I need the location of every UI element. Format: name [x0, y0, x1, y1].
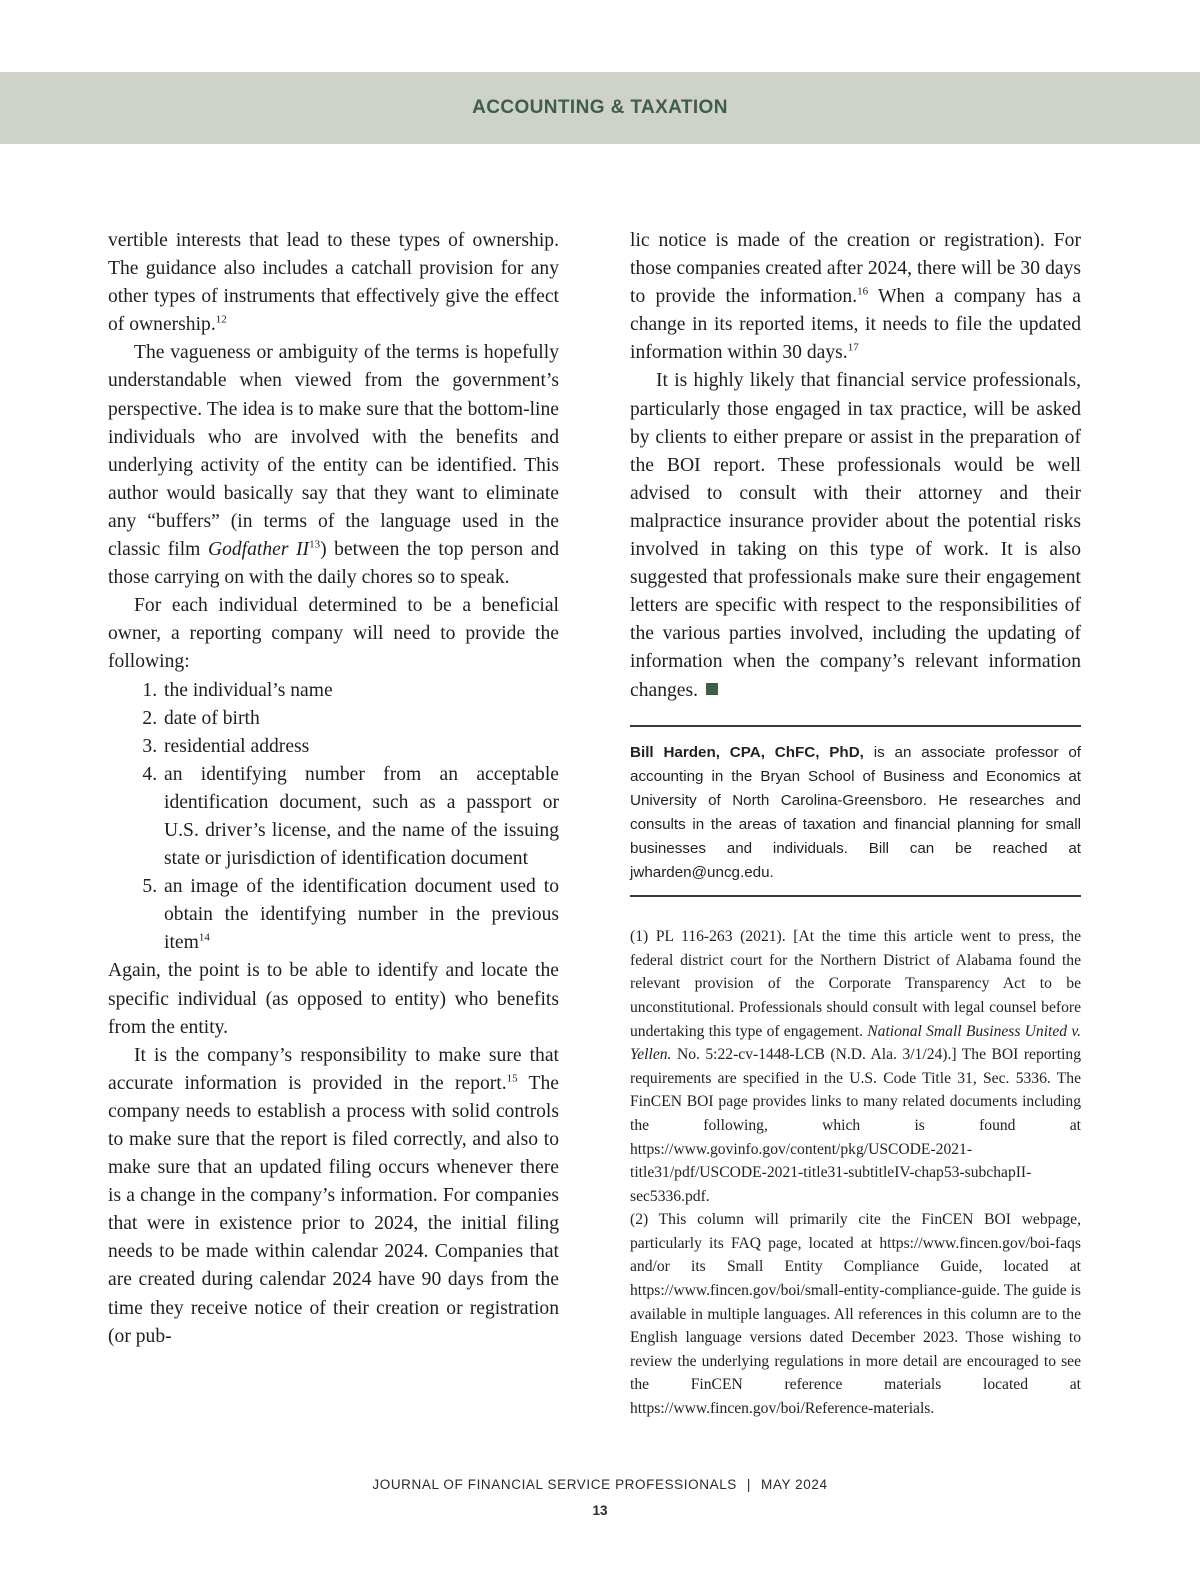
beneficial-owner-info-list: [108, 677, 559, 958]
list-item: 1. the individual’s name: [162, 677, 559, 705]
footnote-ref: 12: [215, 313, 227, 326]
paragraph-text: The company needs to establish a process with solid controls to make sure that the report is filed correctly, and also to make sure that an updated filing occurs whenever there is a change in the company’s information. For companies that were in existence prior to 2024, the initial filing needs to be made within calendar 2024. Companies that are created during calendar 2024 have 90 days from the time they receive notice of their creation or registration (or pub-: [108, 1072, 559, 1347]
paragraph: For each individual determined to be a beneficial owner, a reporting company will need to provide the following:: [108, 595, 559, 673]
paragraph-text: vertible interests that lead to these types of ownership. The guidance also includes a catchall provision for any other types of instruments that effectively give the effect of ownership.: [108, 230, 559, 336]
footnote-ref: 17: [847, 341, 859, 354]
footnote-ref: 16: [857, 285, 869, 298]
case-name: National Small Business United v. Yellen.: [630, 1022, 1081, 1064]
paragraph-text: When a company has a change in its reported items, it needs to file the updated information within 30 days.: [630, 286, 1081, 364]
paragraph-text: It is highly likely that financial service professionals, particularly those engaged in tax practice, will be asked by clients to either prepare or assist in the preparation of the BOI report. These professionals would be well advised to consult with their attorney and their malpractice insurance provider about the potential risks involved in taking on this type of work. It is also suggested that professionals make sure their engagement letters are specific with respect to the responsibilities of the various parties involved, including the updating of information when the company’s relevant information changes.: [630, 370, 1081, 701]
journal-name: JOURNAL OF FINANCIAL SERVICE PROFESSIONALS: [372, 1477, 737, 1492]
endnote-text: (1) PL 116-263 (2021). [At the time this article went to press, the federal district court for the Northern District of Alabama found the relevant provision of the Corporate Transparency Act to be unconstitutional. Professionals should consult with legal counsel before undertaking this type of engagement.: [630, 928, 1081, 1040]
page-number: 13: [592, 1503, 608, 1518]
film-title: Godfather II: [207, 539, 310, 561]
paragraph-text: It is the company’s responsibility to make sure that accurate information is provided in the report.: [108, 1044, 559, 1094]
paragraph-text: ) between the top person and those carrying on with the daily chores so to speak.: [108, 539, 559, 589]
footnote-ref: 15: [506, 1072, 518, 1085]
paragraph-text: The vagueness or ambiguity of the terms is hopefully understandable when viewed from the government’s perspective. The idea is to make sure that the bottom-line individuals who are involved with the benefits and underlying activity of the entity can be identified. This author would basically say that they want to eliminate any “buffers” (in terms of the language used in the classic film: [108, 342, 559, 561]
footnote-ref: 14: [198, 931, 210, 944]
endnote-text: No. 5:22-cv-1448-LCB (N.D. Ala. 3/1/24).] The BOI reporting requirements are specified in the U.S. Code Title 31, Sec. 5336. The FinCEN BOI page provides links to many related documents including the following, which is found at https://www.govinfo.gov/content/pkg/USCODE-2021-title31/pdf/USCODE-2021-title31-subtitleIV-chap53-subchapII-sec5336.pdf.: [630, 1046, 1081, 1205]
footer-journal-line: [0, 1477, 1200, 1492]
list-item: 4. an identifying number from an acceptable identification document, such as a passport or U.S. driver’s license, and the name of the issuing state or jurisdiction of identification document: [162, 761, 559, 873]
author-bio-text: is an associate professor of accounting in the Bryan School of Business and Economics at University of North Carolina-Greensboro. He researches and consults in the areas of taxation and financial planning for small businesses and individuals. Bill can be reached at jwharden@uncg.edu.: [630, 743, 1081, 882]
paragraph: [108, 1042, 559, 1351]
list-item: 3. residential address: [162, 733, 559, 761]
left-column: [108, 227, 559, 1351]
end-of-article-mark: [706, 683, 718, 695]
footnote-ref: 13: [309, 538, 321, 551]
author-name: Bill Harden, CPA, ChFC, PhD,: [630, 743, 864, 761]
section-title: ACCOUNTING & TAXATION: [472, 97, 728, 118]
paragraph-text: lic notice is made of the creation or registration). For those companies created after 2024, there will be 30 days to provide the information.: [630, 230, 1081, 308]
paragraph: [108, 227, 559, 339]
right-column: [630, 227, 1081, 1421]
author-bio: [630, 727, 1081, 896]
paragraph: Again, the point is to be able to identify and locate the specific individual (as opposed to entity) who benefits from the entity.: [108, 960, 559, 1038]
list-item: 2. date of birth: [162, 705, 559, 733]
footer-separator: |: [746, 1477, 752, 1492]
endnote: [630, 925, 1081, 1208]
list-item: [162, 873, 559, 957]
paragraph: [108, 339, 559, 592]
paragraph: [630, 227, 1081, 367]
issue-date: MAY 2024: [761, 1477, 828, 1492]
endnote: (2) This column will primarily cite the FinCEN BOI webpage, particularly its FAQ page, located at https://www.fincen.gov/boi-faqs and/or its Small Entity Compliance Guide, located at https://www.fincen.gov/boi/small-entity-compliance-guide. The guide is available in multiple languages. All references in this column are to the English language versions dated December 2023. Those wishing to review the underlying regulations in more detail are encouraged to see the FinCEN reference materials located at https://www.fincen.gov/boi/Reference-materials.: [630, 1211, 1081, 1418]
paragraph: [630, 367, 1081, 704]
section-header-band: [0, 72, 1200, 144]
list-item-text: an image of the identification document used to obtain the identifying number in the previous item: [164, 876, 559, 954]
